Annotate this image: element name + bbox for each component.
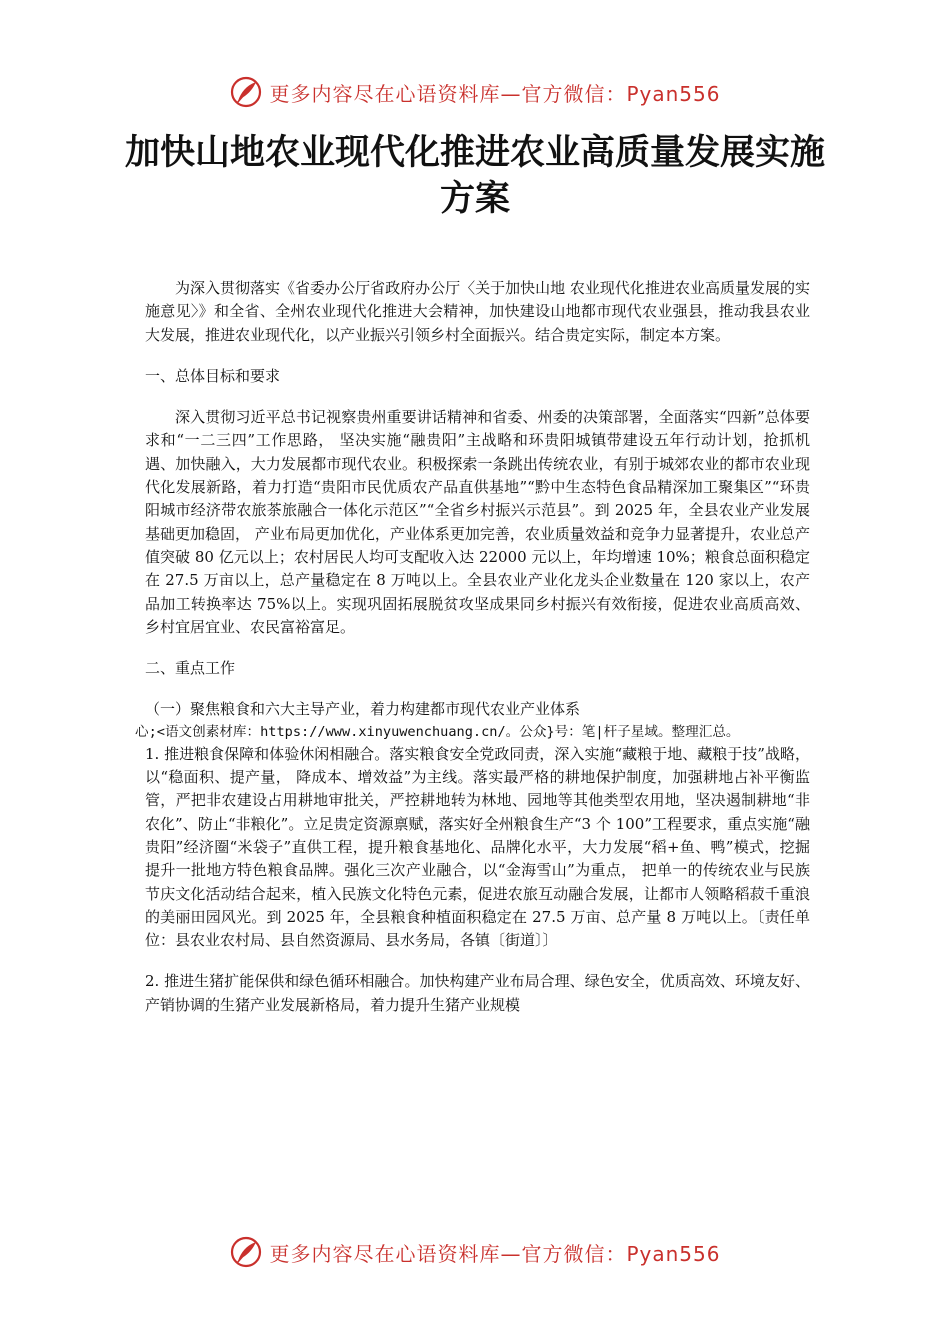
- document-title: 加快山地农业现代化推进农业高质量发展实施方案: [124, 132, 825, 219]
- watermark-footer: [0, 1232, 950, 1272]
- document-body: [135, 277, 810, 1017]
- watermark-header: [0, 72, 950, 112]
- section-heading-1: 一、总体目标和要求: [145, 366, 281, 385]
- watermark-text: 更多内容尽在心语资料库—官方微信：Pyan556: [269, 81, 721, 106]
- subsection-heading-1: （一）聚焦粮食和六大主导产业，着力构建都市现代农业产业体系: [145, 700, 581, 719]
- item-2-paragraph: 2. 推进生猪扩能保供和绿色循环相融合。加快构建产业布局合理、绿色安全，优质高效、环境友好、产销协调的生猪产业发展新格局，着力提升生猪产业规模: [145, 972, 810, 1014]
- section-heading-2: 二、重点工作: [145, 659, 236, 678]
- feather-quill-logo-icon: [229, 75, 263, 109]
- item-1-paragraph: 1. 推进粮食保障和体验休闲相融合。落实粮食安全党政同责，深入实施“藏粮于地、藏粮于技”战略，以“稳面积、提产量， 降成本、增效益”为主线。落实最严格的耕地保护制度，加强耕地占补平衡监管，严把非农建设占用耕地审批关，严控耕地转为林地、园地等其他类型农用地，坚决遏制耕地“非农化”、防止“非粮化”。立足贵定资源禀赋，落实好全州粮食生产“3 个 100”工程要求，重点实施“融贵阳”经济圈“米袋子”直供工程，提升粮食基地化、品牌化水平，大力发展“稻+鱼、鸭”模式，挖掘提升一批地方特色粮食品牌。强化三次产业融合，以“金海雪山”为重点， 把单一的传统农业与民族节庆文化活动结合起来，植入民族文化特色元素，促进农旅互动融合发展，让都市人领略稻菽千重浪的美丽田园风光。到 2025 年，全县粮食种植面积稳定在 27.5 万亩、总产量 8 万吨以上。〔责任单位：县农业农村局、县自然资源局、县水务局，各镇〔街道〕〕: [145, 744, 810, 950]
- feather-quill-logo-icon: [229, 1235, 263, 1269]
- source-note: 心;<语文创素材库：https://www.xinyuwenchuang.cn/。公众}号：笔|杆子星域。整理汇总。: [135, 723, 740, 740]
- watermark-text: 更多内容尽在心语资料库—官方微信：Pyan556: [269, 1241, 721, 1266]
- goals-paragraph: 深入贯彻习近平总书记视察贵州重要讲话精神和省委、州委的决策部署，全面落实“四新”总体要求和“一二三四”工作思路， 坚决实施“融贵阳”主战略和环贵阳城镇带建设五年行动计划，抢抓机遇、加快融入，大力发展都市现代农业。积极探索一条跳出传统农业，有别于城郊农业的都市农业现代化发展新路，着力打造“贵阳市民优质农产品直供基地”“黔中生态特色食品精深加工聚集区”“环贵阳城市经济带农旅茶旅融合一体化示范区”“全省乡村振兴示范县”。到 2025 年，全县农业产业发展基础更加稳固， 产业布局更加优化，产业体系更加完善，农业质量效益和竞争力显著提升，农业总产值突破 80 亿元以上；农村居民人均可支配收入达 22000 元以上，年均增速 10%；粮食总面积稳定在 27.5 万亩以上，总产量稳定在 8 万吨以上。全县农业产业化龙头企业数量在 120 家以上，农产品加工转换率达 75%以上。实现巩固拓展脱贫攻坚成果同乡村振兴有效衔接，促进农业高质高效、乡村宜居宜业、农民富裕富足。: [145, 408, 810, 636]
- intro-paragraph: 为深入贯彻落实《省委办公厅省政府办公厅〈关于加快山地 农业现代化推进农业高质量发展的实施意见〉》和全省、全州农业现代化推进大会精神，加快建设山地都市现代农业强县，推动我县农业大发展，推进农业现代化，以产业振兴引领乡村全面振兴。结合贵定实际，制定本方案。: [145, 279, 810, 344]
